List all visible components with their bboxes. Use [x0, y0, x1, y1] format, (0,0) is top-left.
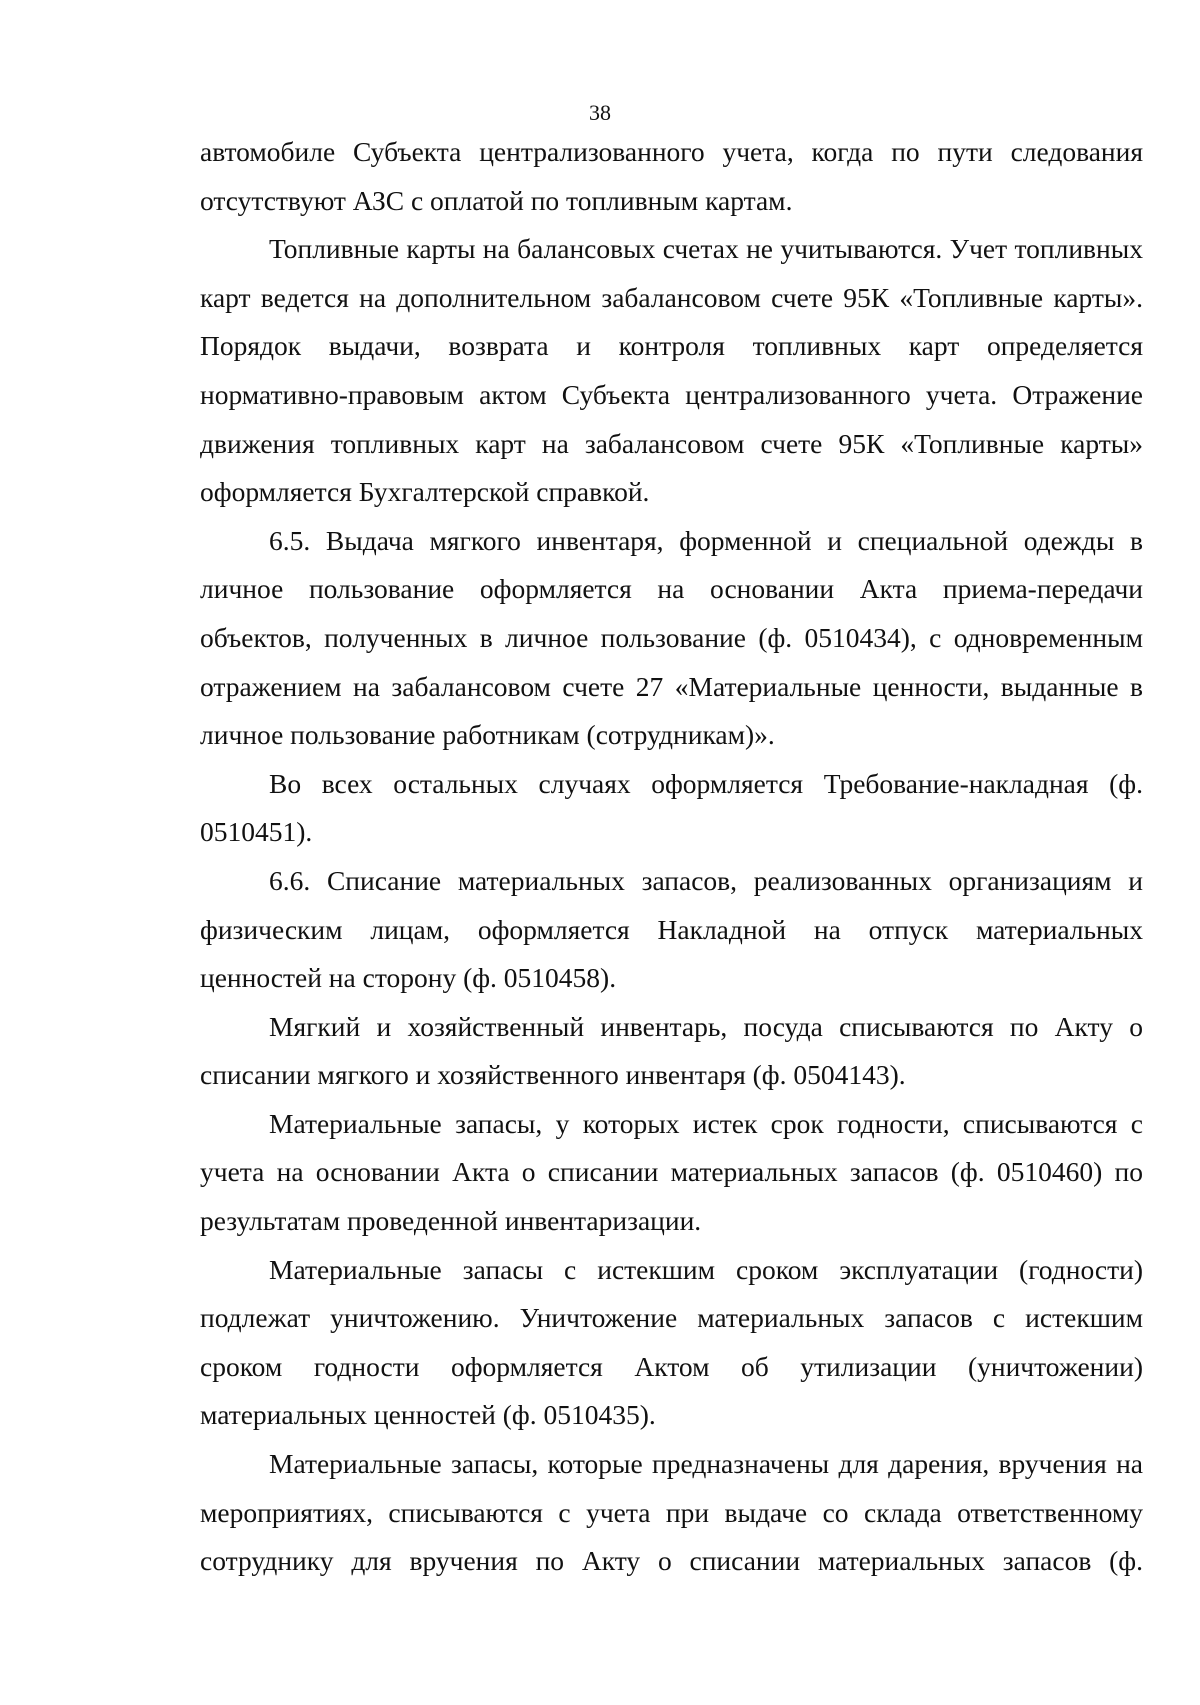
- document-body: [200, 128, 1143, 1586]
- paragraph-gift-materials: Материальные запасы, которые предназначены для дарения, вручения на мероприятиях, списываются с учета при выдаче со склада ответственному сотруднику для вручения по Акту о списании материальных запасов (ф.: [200, 1448, 1143, 1577]
- paragraph-soft-inventory-writeoff: Мягкий и хозяйственный инвентарь, посуда списываются по Акту о списании мягкого и хозяйственного инвентаря (ф. 0504143).: [200, 1010, 1143, 1091]
- paragraph-destruction: Материальные запасы с истекшим сроком эксплуатации (годности) подлежат уничтожению. Уничтожение материальных запасов с истекшим сроком годности оформляется Актом об утилизации (уничтожении) материальных ценностей (ф. 0510435).: [200, 1253, 1143, 1431]
- paragraph-fuel-cards-accounting: Топливные карты на балансовых счетах не учитываются. Учет топливных карт ведется на дополнительном забалансовом счете 95К «Топливные карты». Порядок выдачи, возврата и контроля топливных карт определяется нормативно-правовым актом Субъекта централизованного учета. Отражение движения топливных карт на забалансовом счете 95К «Топливные карты» оформляется Бухгалтерской справкой.: [200, 233, 1143, 508]
- paragraph-section-6-6: 6.6. Списание материальных запасов, реализованных организациям и физическим лицам, оформляется Накладной на отпуск материальных ценностей на сторону (ф. 0510458).: [200, 864, 1143, 994]
- page-number: 38: [589, 100, 611, 125]
- paragraph-other-cases: Во всех остальных случаях оформляется Требование-накладная (ф. 0510451).: [200, 767, 1143, 848]
- paragraph-fuel-cards-continuation: автомобиле Субъекта централизованного учета, когда по пути следования отсутствуют АЗС с оплатой по топливным картам.: [200, 136, 1143, 216]
- paragraph-section-6-5: 6.5. Выдача мягкого инвентаря, форменной и специальной одежды в личное пользование оформляется на основании Акта приема-передачи объектов, полученных в личное пользование (ф. 0510434), с одновременным отражением на забалансовом счете 27 «Материальные ценности, выданные в личное пользование работникам (сотрудникам)».: [200, 524, 1143, 751]
- paragraph-expired-materials: Материальные запасы, у которых истек срок годности, списываются с учета на основании Акта о списании материальных запасов (ф. 0510460) по результатам проведенной инвентаризации.: [200, 1107, 1143, 1237]
